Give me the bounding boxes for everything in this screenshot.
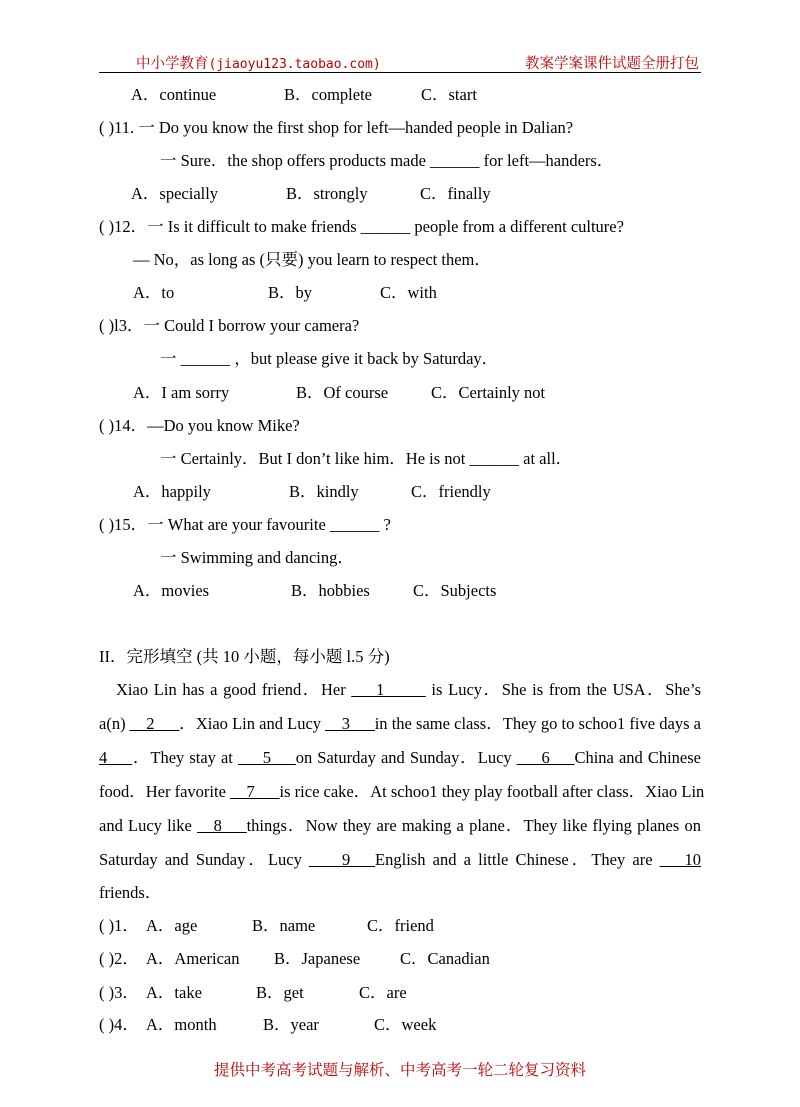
q13-answer: 一 ______ ，but please give it back by Saturday． <box>160 349 499 368</box>
cloze-4-number: ( )4． <box>99 1015 139 1034</box>
q12-option-b: B．by <box>268 283 313 302</box>
blank-9: ____9___ <box>309 850 376 869</box>
passage-text: on Saturday and Sunday．Lucy <box>295 748 517 767</box>
passage-text: is Lucy．She is from the USA．She’s <box>425 680 701 699</box>
q12-option-a: A．to <box>133 283 175 302</box>
section-title: II．完形填空 (共 10 小题，每小题 l.5 分) <box>99 647 390 666</box>
passage-text: a(n) <box>99 714 130 733</box>
passage-text: is rice cake．At schoo1 they play football after class．Xiao Lin <box>279 782 705 801</box>
passage-text: food．Her favorite <box>99 782 231 801</box>
blank-4: 4___ <box>99 748 132 767</box>
cloze-4-option-b: B．year <box>263 1015 319 1034</box>
cloze-2-option-b: B．Japanese <box>274 949 361 968</box>
q13-stem: ( )l3．一 Could I borrow your camera? <box>99 316 360 335</box>
passage-line-2 <box>99 714 701 734</box>
q15-stem: ( )15．一 What are your favourite ______ ? <box>99 515 391 534</box>
q13-option-c: C．Certainly not <box>431 383 546 402</box>
q11-answer: 一 Sure．the shop offers products made ______ for left—handers． <box>160 151 614 170</box>
passage-line-5 <box>99 816 701 836</box>
q13-option-a: A．I am sorry <box>133 383 230 402</box>
q10-option-a: A．continue <box>131 85 217 104</box>
q10-option-c: C．start <box>421 85 477 104</box>
blank-6: ___6___ <box>516 748 575 767</box>
q15-option-a: A．movies <box>133 581 210 600</box>
cloze-3-option-c: C．are <box>359 983 407 1002</box>
passage-text: Xiao Lin has a good friend．Her <box>116 680 352 699</box>
cloze-2-option-a: A．American <box>146 949 240 968</box>
q14-option-c: C．friendly <box>411 482 491 501</box>
passage-text: English and a little Chinese．They are <box>375 850 660 869</box>
cloze-3-number: ( )3． <box>99 983 139 1002</box>
cloze-1-option-a: A．age <box>146 916 198 935</box>
header-right: 教案学案课件试题全册打包 <box>525 56 699 72</box>
q11-option-b: B．strongly <box>286 184 368 203</box>
q11-option-c: C．finally <box>420 184 491 203</box>
header-left-text: 中小学教育 <box>136 56 209 72</box>
q14-option-b: B．kindly <box>289 482 359 501</box>
blank-10: ___10 <box>659 850 701 869</box>
passage-line-3 <box>99 748 701 768</box>
blank-5: ___5___ <box>237 748 296 767</box>
q15-answer: 一 Swimming and dancing． <box>160 548 354 567</box>
q13-option-b: B．Of course <box>296 383 389 402</box>
header-left <box>136 52 381 73</box>
page-footer: 提供中考高考试题与解析、中考高考一轮二轮复习资料 <box>213 1061 586 1079</box>
q14-answer: 一 Certainly．But I don’t like him．He is not ______ at all． <box>160 449 573 468</box>
passage-text: in the same class．They go to schoo1 five days a <box>374 714 701 733</box>
cloze-2-number: ( )2． <box>99 949 139 968</box>
blank-2: __2___ <box>129 714 180 733</box>
q15-option-b: B．hobbies <box>291 581 370 600</box>
q11-stem: ( )11. 一 Do you know the first shop for left—handed people in Dalian? <box>99 118 574 137</box>
passage-line-4 <box>99 782 705 802</box>
passage-line-1 <box>116 680 701 700</box>
q14-option-a: A．happily <box>133 482 211 501</box>
passage-text: Saturday and Sunday．Lucy <box>99 850 310 869</box>
q10-option-b: B．complete <box>284 85 372 104</box>
blank-7: __7___ <box>230 782 280 801</box>
cloze-1-option-b: B．name <box>252 916 316 935</box>
blank-3: __3___ <box>325 714 375 733</box>
cloze-1-option-c: C．friend <box>367 916 434 935</box>
q14-stem: ( )14．—Do you know Mike? <box>99 416 300 435</box>
cloze-4-option-a: A．month <box>146 1015 217 1034</box>
q12-option-c: C．with <box>380 283 437 302</box>
q12-stem: ( )12．一 Is it difficult to make friends ______ people from a different culture? <box>99 217 624 236</box>
passage-text: ．They stay at <box>132 748 238 767</box>
blank-1: ___1_____ <box>351 680 426 699</box>
page-header <box>99 50 701 73</box>
cloze-3-option-a: A．take <box>146 983 202 1002</box>
q11-option-a: A．specially <box>131 184 219 203</box>
cloze-4-option-c: C．week <box>374 1015 437 1034</box>
passage-text: China and Chinese <box>574 748 701 767</box>
q15-option-c: C．Subjects <box>413 581 497 600</box>
cloze-2-option-c: C．Canadian <box>400 949 490 968</box>
passage-line-7: friends． <box>99 883 162 902</box>
header-domain: (jiaoyu123.taobao.com) <box>208 57 381 72</box>
passage-text: ．Xiao Lin and Lucy <box>179 714 326 733</box>
passage-text: and Lucy like <box>99 816 198 835</box>
passage-line-6 <box>99 850 701 870</box>
cloze-3-option-b: B．get <box>256 983 304 1002</box>
q12-answer: — No，as long as (只要) you learn to respect them． <box>133 250 491 269</box>
passage-text: things．Now they are making a plane．They like flying planes on <box>246 816 701 835</box>
cloze-1-number: ( )1． <box>99 916 139 935</box>
blank-8: __8___ <box>197 816 247 835</box>
